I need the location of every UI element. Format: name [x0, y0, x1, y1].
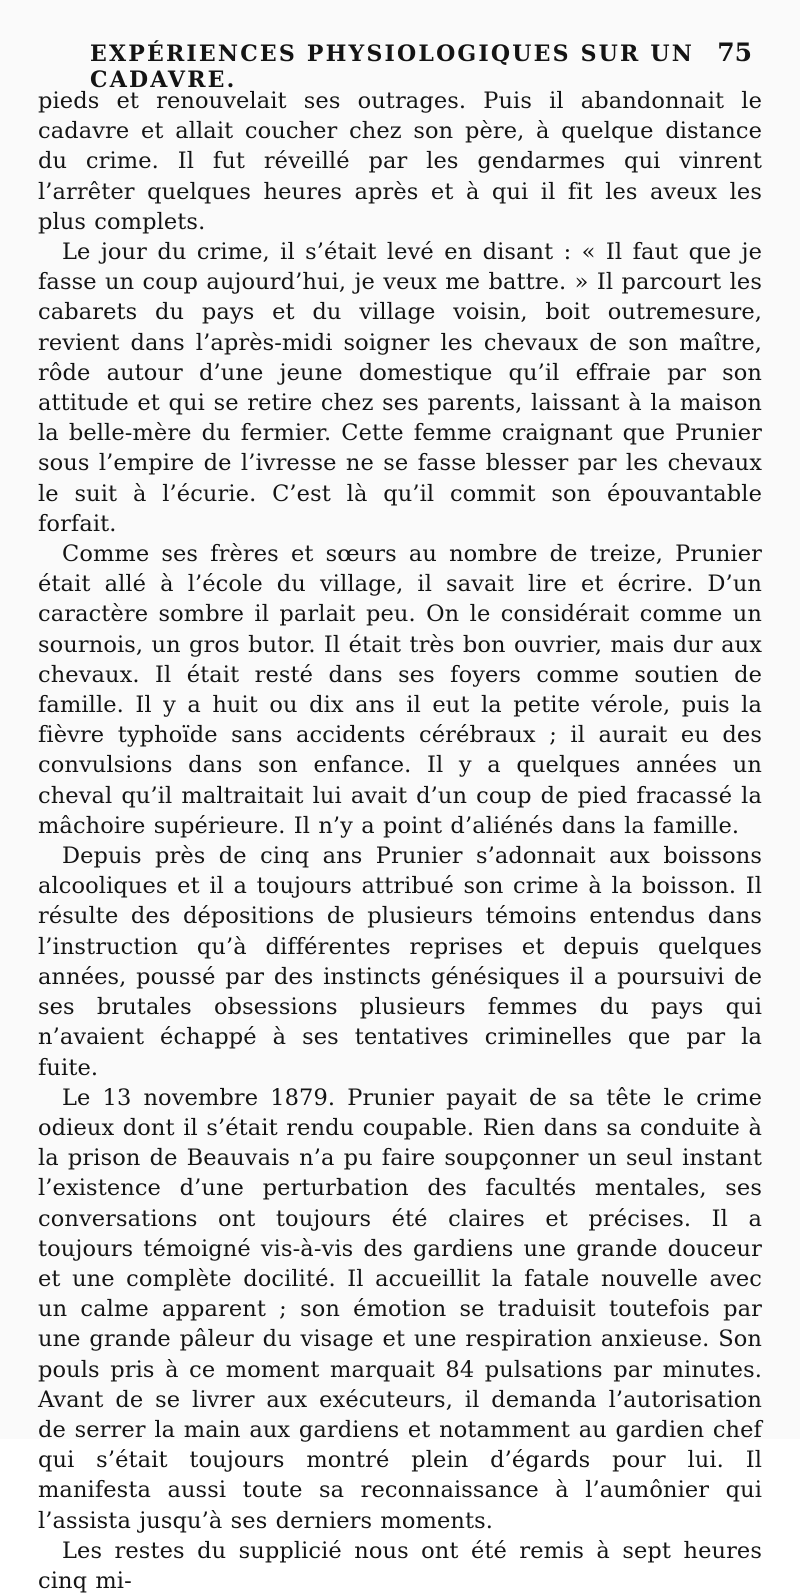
paragraph: Comme ses frères et sœurs au nombre de treize, Prunier était allé à l’école du village, il savait lire et écrire. D’un caractère sombre il parlait peu. On le considérait comme un sournois, un gros butor. Il était très bon ouvrier, mais dur aux chevaux. Il était resté dans ses foyers comme soutien de famille. Il y a huit ou dix ans il eut la petite vérole, puis la fièvre typhoïde sans accidents cérébraux ; il aurait eu des convulsions dans son enfance. Il y a quelques années un cheval qu’il maltraitait lui avait d’un coup de pied fracassé la mâchoire supérieure. Il n’y a point d’aliénés dans la famille. — [38, 541, 762, 839]
page-number: 75 — [717, 38, 752, 67]
paragraph: pieds et renouvelait ses outrages. Puis il abandonnait le cadavre et allait coucher chez son père, à quelque distance du crime. Il fut réveillé par les gendarmes qui vinrent l’arrêter quelques heures après et à qui il fit les aveux les plus complets. — [38, 88, 762, 235]
page-header — [38, 38, 762, 93]
paragraph: Le jour du crime, il s’était levé en disant : « Il faut que je fasse un coup aujourd’hui, je veux me battre. » Il parcourt les cabarets du pays et du village voisin, boit outremesure, revient dans l’après-midi soigner les chevaux de son maître, rôde autour d’une jeune domestique qu’il effraie par son attitude et qui se retire chez ses parents, laissant à la maison la belle-mère du fermier. Cette femme craignant que Prunier sous l’empire de l’ivresse ne se fasse blesser par les chevaux le suit à l’écurie. C’est là qu’il commit son épouvantable forfait. — [38, 239, 762, 537]
paragraph: Les restes du supplicié nous ont été remis à sept heures cinq mi- — [38, 1537, 762, 1594]
paragraph: Depuis près de cinq ans Prunier s’adonnait aux boissons alcooliques et il a toujours attribué son crime à la boisson. Il résulte des dépositions de plusieurs témoins entendus dans l’instruction qu’à différentes reprises et depuis quelques années, poussé par des instincts génésiques il a poursuivi de ses brutales obsessions plusieurs femmes du pays qui n’avaient échappé à ses tentatives criminelles que par la fuite. — [38, 843, 762, 1081]
body-text — [38, 86, 762, 1596]
running-head: EXPÉRIENCES PHYSIOLOGIQUES SUR UN CADAVRE. — [90, 41, 695, 93]
paragraph: Le 13 novembre 1879. Prunier payait de sa tête le crime odieux dont il s’était rendu coupable. Rien dans sa conduite à la prison de Beauvais n’a pu faire soupçonner un seul instant l’existence d’une perturbation des facultés mentales, ses conversations ont toujours été claires et précises. Il a toujours témoigné vis-à-vis des gardiens une grande douceur et une complète docilité. Il accueillit la fatale nouvelle avec un calme apparent ; son émotion se traduisit toutefois par une grande pâleur du visage et une respiration anxieuse. Son pouls pris à ce moment marquait 84 pulsations par minutes. Avant de se livrer aux exécuteurs, il demanda l’autorisation de serrer la main aux gardiens et notamment au gardien chef qui s’était toujours montré plein d’égards pour lui. Il manifesta aussi toute sa reconnaissance à l’aumônier qui l’assista jusqu’à ses derniers moments. — [38, 1084, 762, 1534]
